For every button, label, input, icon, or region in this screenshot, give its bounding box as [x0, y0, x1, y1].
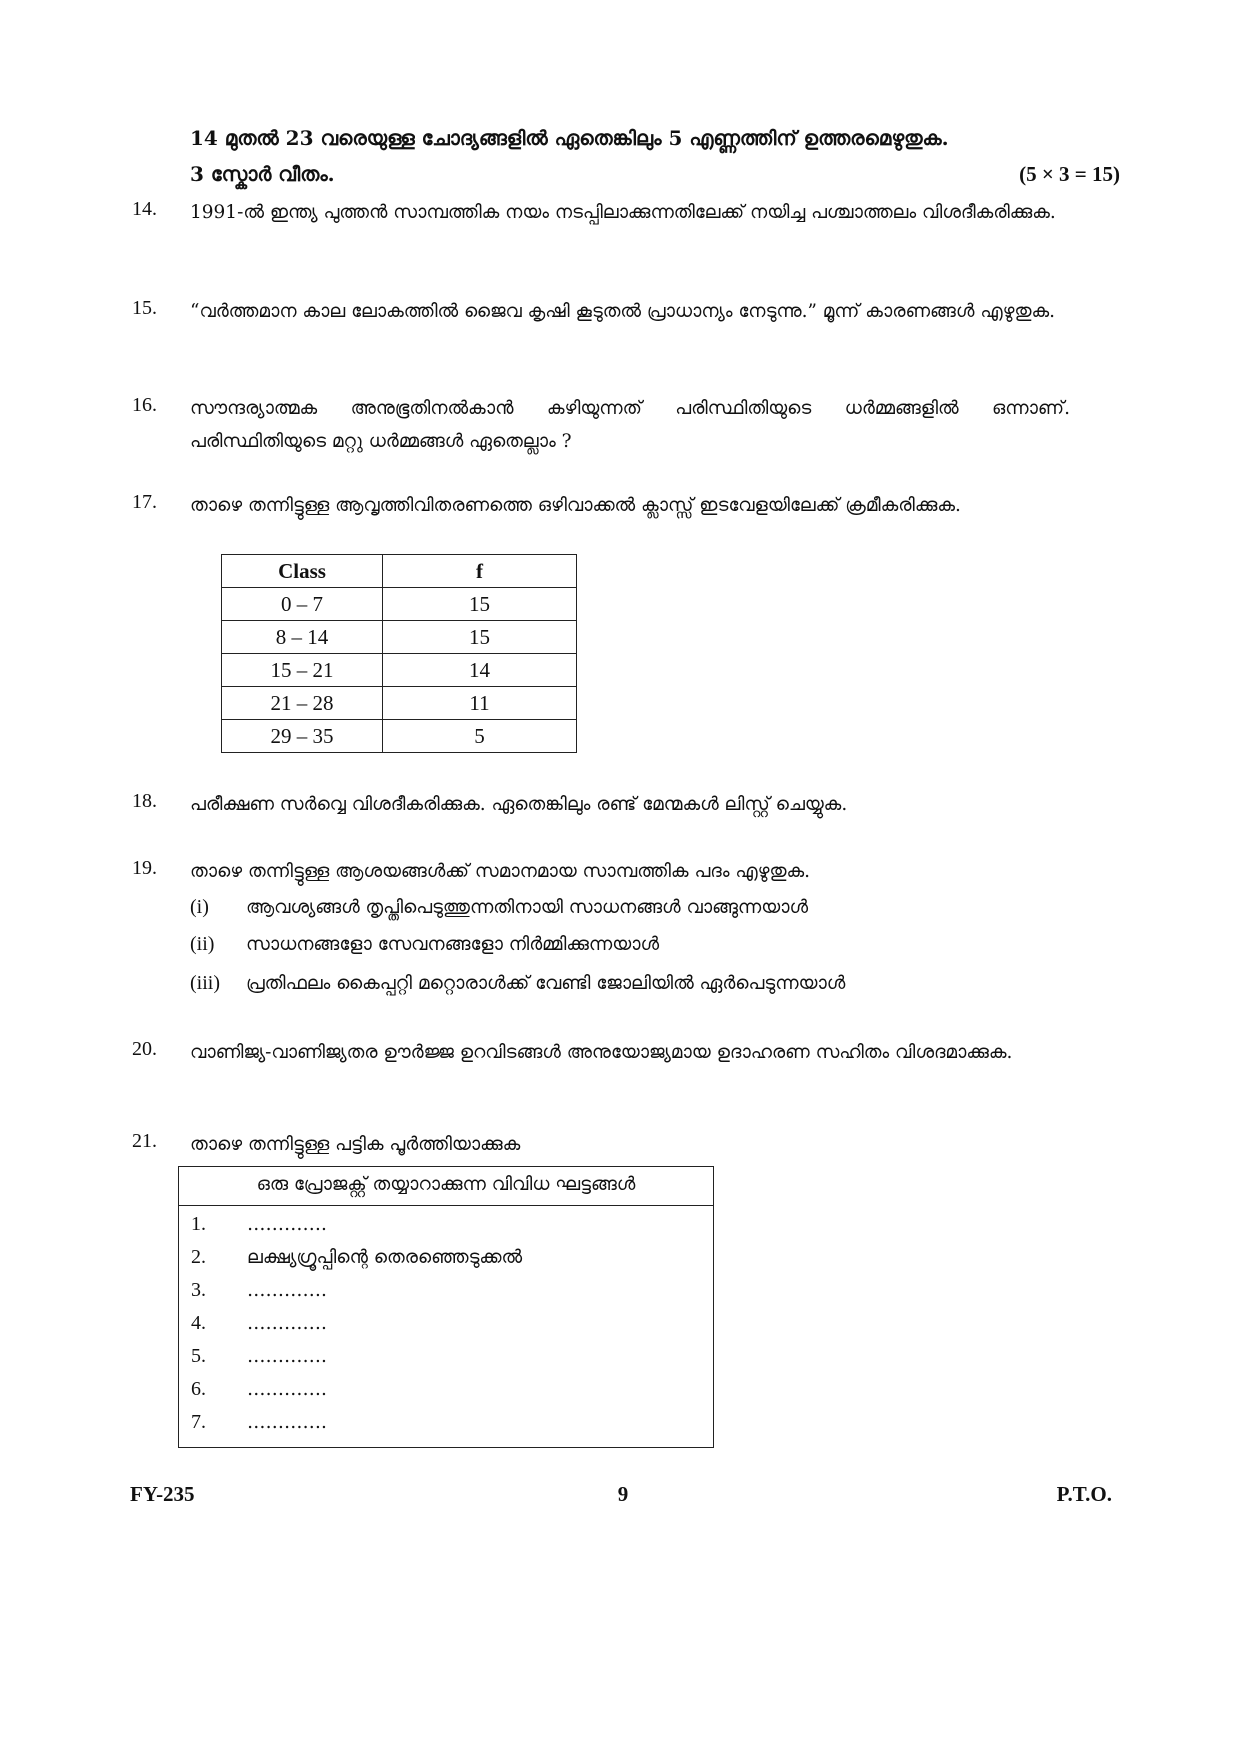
- question-number: 14.: [132, 198, 157, 220]
- list-item-number: 6.: [191, 1378, 206, 1400]
- class-cell: 29 – 35: [222, 720, 383, 753]
- question-text: പരീക്ഷണ സർവ്വെ വിശദീകരിക്കുക. ഏതെങ്കിലും രണ്ട് മേന്മകൾ ലിസ്റ്റ് ചെയ്യുക.: [190, 794, 848, 815]
- sub-item-number: (ii): [190, 933, 215, 955]
- question-text: താഴെ തന്നിട്ടുള്ള ആവൃത്തിവിതരണത്തെ ഒഴിവാക്കൽ ക്ലാസ്സ് ഇടവേളയിലേക്ക് ക്രമീകരിക്കുക.: [190, 495, 961, 516]
- marks-allocation: (5 × 3 = 15): [1019, 162, 1120, 186]
- question-text: താഴെ തന്നിട്ടുള്ള ആശയങ്ങൾക്ക് സമാനമായ സാമ്പത്തിക പദം എഴുതുക.: [190, 861, 810, 882]
- table-row: [222, 588, 577, 621]
- sub-item-number: (iii): [190, 972, 220, 994]
- question-number: 15.: [132, 297, 157, 319]
- list-item-text: ലക്ഷ്യഗ്രൂപ്പിന്റെ തെരഞ്ഞെടുക്കൽ: [247, 1247, 523, 1268]
- question-text: വാണിജ്യ-വാണിജ്യതര ഊർജ്ജ ഉറവിടങ്ങൾ അനുയോജ്യമായ ഉദാഹരണ സഹിതം വിശദമാക്കുക.: [190, 1042, 1013, 1063]
- frequency-cell: 11: [383, 687, 577, 720]
- table-row: [222, 654, 577, 687]
- question-number: 20.: [132, 1038, 157, 1060]
- project-stages-table: [178, 1166, 714, 1448]
- question-number: 16.: [132, 394, 157, 416]
- question-text: 1991-ൽ ഇന്ത്യ പുത്തൻ സാമ്പത്തിക നയം നടപ്പിലാക്കുന്നതിലേക്ക് നയിച്ച പശ്ചാത്തലം വിശദീകരിക്കുക.: [190, 202, 1056, 223]
- class-cell: 15 – 21: [222, 654, 383, 687]
- list-item: [179, 1307, 713, 1340]
- sub-item-text: സാധനങ്ങളോ സേവനങ്ങളോ നിർമ്മിക്കുന്നയാൾ: [246, 934, 660, 955]
- list-item: [179, 1373, 713, 1406]
- class-cell: 0 – 7: [222, 588, 383, 621]
- score-note: 3 സ്കോർ വീതം.: [190, 162, 335, 186]
- please-turn-over: P.T.O.: [1056, 1482, 1112, 1506]
- column-header-class: Class: [222, 555, 383, 588]
- list-item-text: ………….: [247, 1313, 327, 1334]
- list-item-text: ………….: [247, 1412, 327, 1433]
- section-instruction: [190, 120, 1120, 192]
- stages-table-title: ഒരു പ്രോജക്റ്റ് തയ്യാറാക്കുന്ന വിവിധ ഘട്ടങ്ങൾ: [179, 1167, 713, 1206]
- list-item-number: 1.: [191, 1213, 206, 1235]
- question-number: 21.: [132, 1130, 157, 1152]
- sub-item: [190, 891, 808, 924]
- class-cell: 21 – 28: [222, 687, 383, 720]
- question-number: 17.: [132, 491, 157, 513]
- instruction-text: 14 മുതൽ 23 വരെയുള്ള ചോദ്യങ്ങളിൽ ഏതെങ്കിലും 5 എണ്ണത്തിന് ഉത്തരമെഴുതുക.: [190, 126, 949, 150]
- list-item-number: 2.: [191, 1246, 206, 1268]
- sub-item: [190, 967, 845, 1000]
- list-item-number: 7.: [191, 1411, 206, 1433]
- list-item-number: 5.: [191, 1345, 206, 1367]
- page-number: 9: [617, 1482, 629, 1506]
- list-item: [179, 1406, 713, 1439]
- column-header-f: f: [383, 555, 577, 588]
- list-item-number: 3.: [191, 1279, 206, 1301]
- class-cell: 8 – 14: [222, 621, 383, 654]
- table-row: [222, 621, 577, 654]
- table-row: [222, 687, 577, 720]
- sub-item-text: പ്രതിഫലം കൈപ്പറ്റി മറ്റൊരാൾക്ക് വേണ്ടി ജോലിയിൽ ഏർപെടുന്നയാൾ: [246, 973, 846, 994]
- question-number: 19.: [132, 857, 157, 879]
- list-item-text: ………….: [247, 1214, 327, 1235]
- list-item: [179, 1208, 713, 1241]
- paper-code: FY-235: [130, 1482, 195, 1506]
- list-item-number: 4.: [191, 1312, 206, 1334]
- frequency-cell: 15: [383, 621, 577, 654]
- list-item-text: ………….: [247, 1280, 327, 1301]
- sub-item-number: (i): [190, 896, 209, 918]
- table-header-row: [222, 555, 577, 588]
- list-item: [179, 1340, 713, 1373]
- score-line: [190, 156, 1120, 192]
- table-row: [222, 720, 577, 753]
- list-item-text: ………….: [247, 1379, 327, 1400]
- sub-item: [190, 928, 659, 961]
- frequency-cell: 15: [383, 588, 577, 621]
- frequency-cell: 14: [383, 654, 577, 687]
- sub-item-text: ആവശ്യങ്ങൾ തൃപ്തിപെടുത്തുന്നതിനായി സാധനങ്ങൾ വാങ്ങുന്നയാൾ: [246, 897, 809, 918]
- list-item: [179, 1241, 713, 1274]
- question-text: സൗന്ദര്യാത്മക അനുഭൂതിനൽകാൻ കഴിയുന്നത് പരിസ്ഥിതിയുടെ ധർമ്മങ്ങളിൽ ഒന്നാണ്. പരിസ്ഥിതിയുടെ മറ്റു ധർമ്മങ്ങൾ ഏതെല്ലാം ?: [190, 398, 1070, 452]
- question-text: “വർത്തമാന കാല ലോകത്തിൽ ജൈവ കൃഷി കൂടുതൽ പ്രാധാന്യം നേടുന്നു.” മൂന്ന് കാരണങ്ങൾ എഴുതുക.: [190, 301, 1055, 322]
- question-text: താഴെ തന്നിട്ടുള്ള പട്ടിക പൂർത്തിയാക്കുക: [190, 1134, 521, 1155]
- frequency-cell: 5: [383, 720, 577, 753]
- question-number: 18.: [132, 790, 157, 812]
- frequency-table: [221, 554, 577, 753]
- list-item: [179, 1274, 713, 1307]
- list-item-text: ………….: [247, 1346, 327, 1367]
